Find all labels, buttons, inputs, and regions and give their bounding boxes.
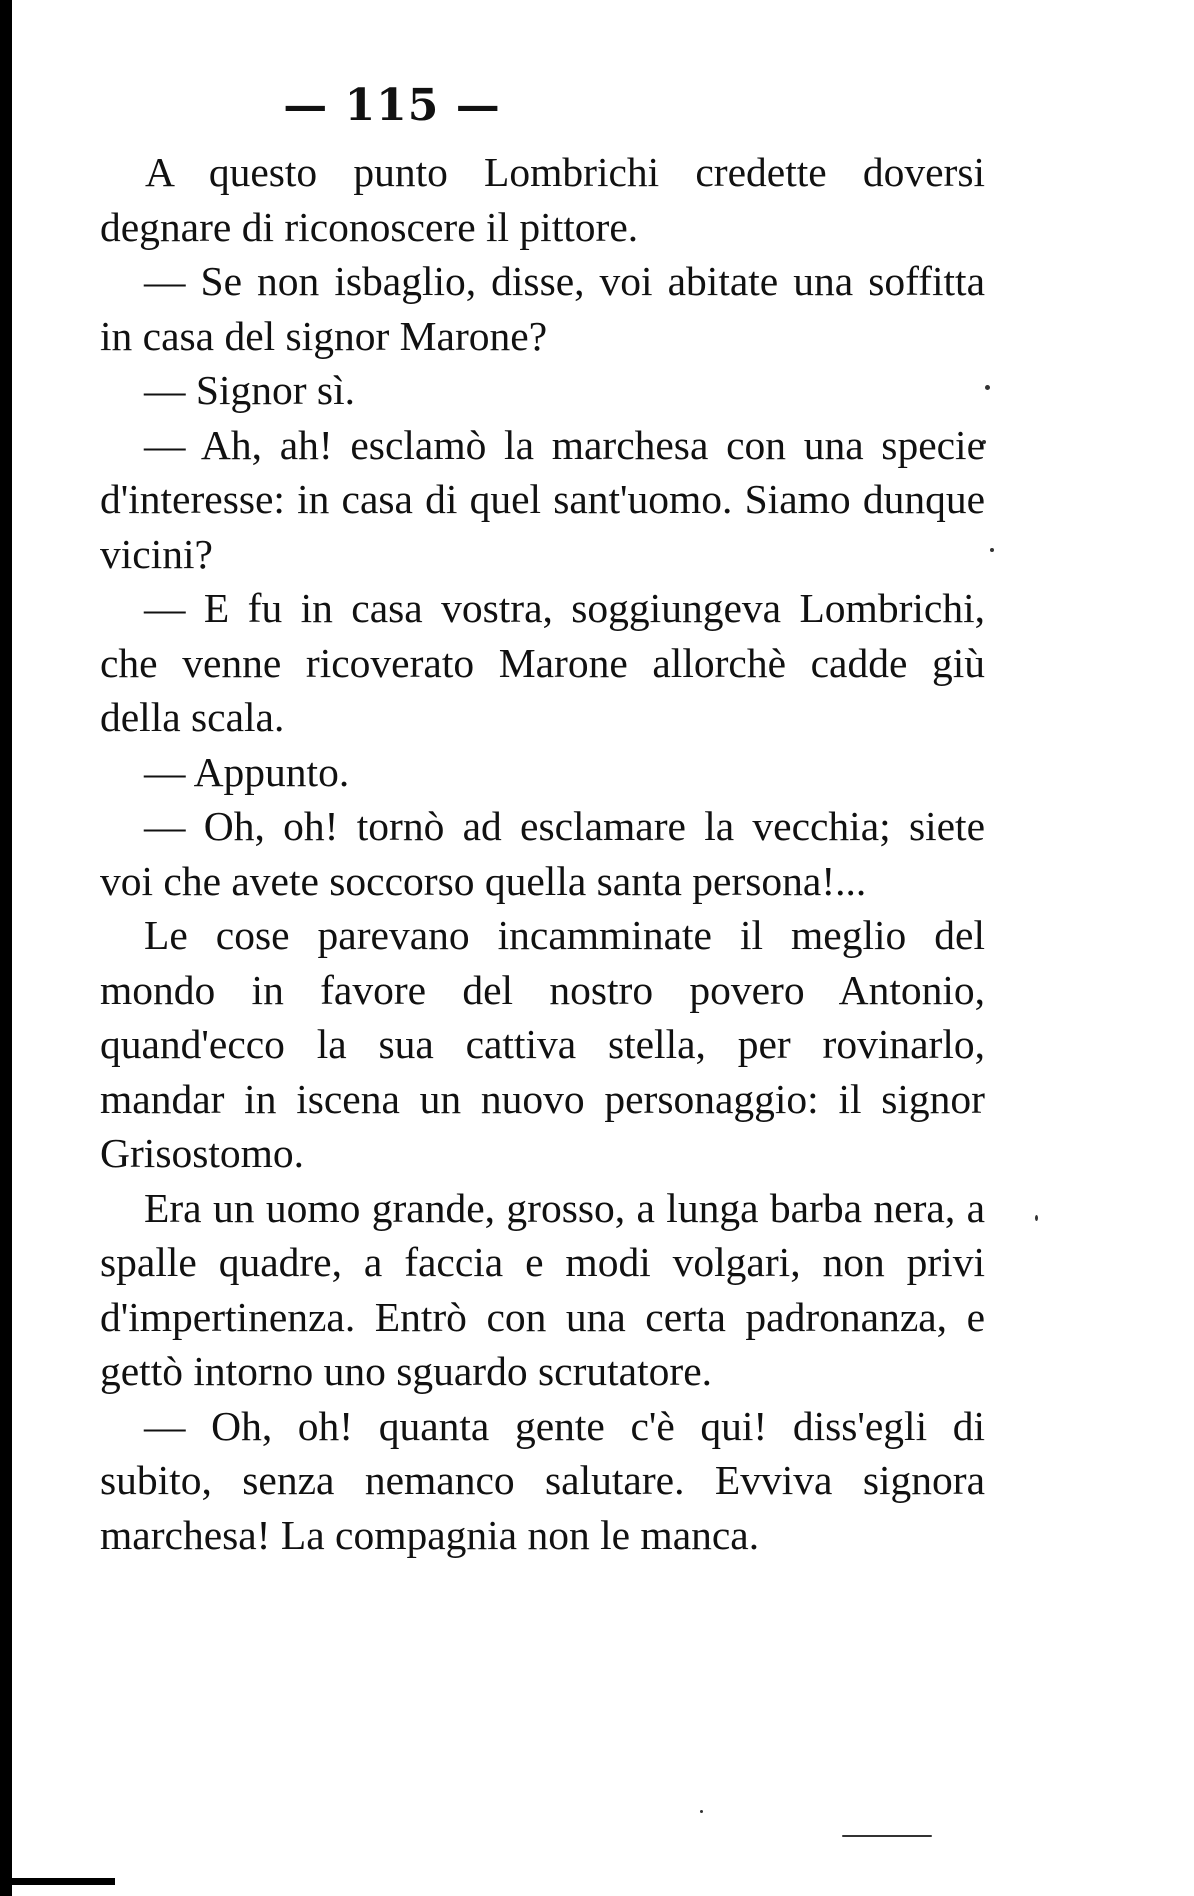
dialogue-line: — Signor sì.: [144, 367, 355, 413]
page-number: — 115 —: [283, 80, 501, 131]
scan-speck: [1035, 1215, 1038, 1221]
scan-speck: [985, 385, 990, 390]
dialogue-line: — Oh, oh! tornò ad esclamare la vecchia; siete voi che avete soccorso quella santa persona!...: [100, 803, 985, 904]
body-text: [100, 145, 985, 1562]
dialogue-line: — Ah, ah! esclamò la marchesa con una specie d'interesse: in casa di quel sant'uomo. Siamo dunque vicini?: [100, 421, 985, 577]
scan-speck: [842, 1835, 932, 1837]
dialogue-line: — E fu in casa vostra, soggiungeva Lombrichi, che venne ricoverato Marone allorchè cadde giù della scala.: [100, 585, 985, 740]
bottom-edge-mark: [0, 1878, 115, 1885]
dialogue-line: — Se non isbaglio, disse, voi abitate una soffitta in casa del signor Marone?: [100, 258, 985, 359]
page-spine-shadow: [0, 0, 12, 1896]
scan-speck: [700, 1810, 703, 1813]
dialogue-line: — Oh, oh! quanta gente c'è qui! diss'egli di subito, senza nemanco salutare. Evviva signora marchesa! La compagnia non le manca.: [100, 1402, 985, 1558]
dialogue-line: — Appunto.: [144, 748, 350, 795]
paragraph: Era un uomo grande, grosso, a lunga barba nera, a spalle quadre, a faccia e modi volgari, non privi d'impertinenza. Entrò con una certa padronanza, e gettò intorno uno sguardo scrutatore.: [100, 1184, 985, 1394]
scan-speck: [990, 548, 994, 552]
paragraph: A questo punto Lombrichi credette doversi degnare di riconoscere il pittore.: [100, 149, 985, 250]
paragraph: Le cose parevano incamminate il meglio del mondo in favore del nostro povero Antonio, quand'ecco la sua cattiva stella, per rovinarlo, mandar in iscena un nuovo personaggio: il signor Grisostomo.: [100, 912, 985, 1176]
